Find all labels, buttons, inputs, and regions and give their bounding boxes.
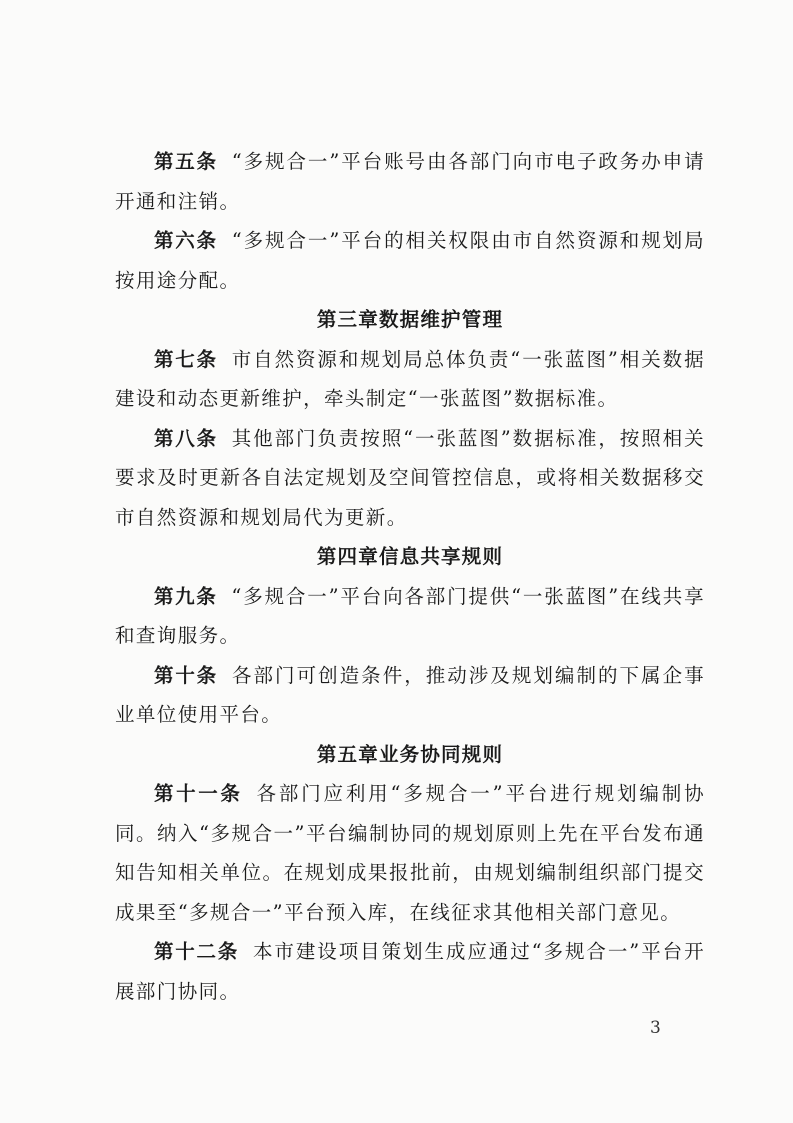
chapter-heading-3: 第三章数据维护管理 (316, 308, 504, 331)
article-number: 第七条 (154, 347, 218, 371)
article-text: 本市建设项目策划生成应通过“多规合一”平台开展部门协同。 (115, 940, 705, 1003)
article-number: 第八条 (154, 426, 218, 450)
article-7 (115, 340, 705, 419)
article-text: “多规合一”平台的相关权限由市自然资源和规划局按用途分配。 (115, 229, 706, 292)
article-8 (115, 419, 705, 538)
article-5 (115, 142, 705, 221)
article-number: 第十二条 (154, 940, 239, 963)
article-12 (115, 932, 705, 1011)
article-text: 市自然资源和规划局总体负责“一张蓝图”相关数据建设和动态更新维护，牵头制定“一张蓝图”数据标准。 (115, 347, 706, 410)
article-9 (115, 577, 705, 656)
article-text: “多规合一”平台向各部门提供“一张蓝图”在线共享和查询服务。 (115, 584, 705, 647)
article-text: 各部门可创造条件，推动涉及规划编制的下属企事业单位使用平台。 (115, 663, 705, 726)
article-number: 第九条 (154, 584, 218, 608)
article-number: 第五条 (154, 150, 218, 173)
chapter-heading-4: 第四章信息共享规则 (316, 545, 504, 568)
article-11 (115, 774, 705, 932)
article-10 (115, 656, 705, 735)
article-text: 其他部门负责按照“一张蓝图”数据标准，按照相关要求及时更新各自法定规划及空间管控信息，或将相关数据移交市自然资源和规划局代为更新。 (115, 426, 706, 529)
article-6 (115, 221, 705, 300)
article-number: 第十条 (154, 663, 218, 687)
article-text: 各部门应利用“多规合一”平台进行规划编制协同。纳入“多规合一”平台编制协同的规划原则上先在平台发布通知告知相关单位。在规划成果报批前，由规划编制组织部门提交成果至“多规合一”平台预入库，在线征求其他相关部门意见。 (115, 782, 705, 924)
article-number: 第六条 (154, 229, 218, 252)
article-text: “多规合一”平台账号由各部门向市电子政务办申请开通和注销。 (115, 150, 706, 213)
chapter-heading-5: 第五章业务协同规则 (316, 742, 504, 766)
page-number: 3 (650, 1018, 661, 1038)
document-body (115, 142, 705, 1011)
article-number: 第十一条 (154, 782, 243, 805)
